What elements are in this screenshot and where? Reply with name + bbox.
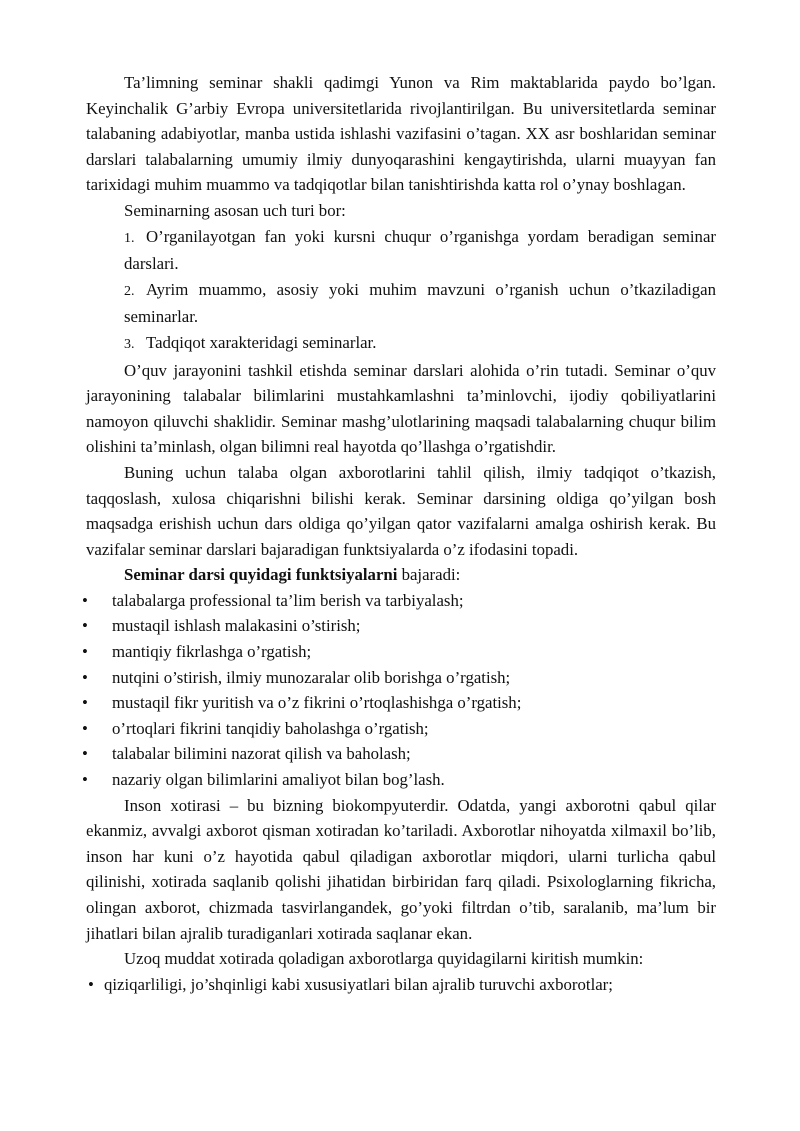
paragraph-long-term: Uzoq muddat xotirada qoladigan axborotlarga quyidagilarni kiritish mumkin: [124,949,644,969]
bullet-icon: • [82,693,88,713]
list-item-text: nazariy olgan bilimlarini amaliyot bilan bog’lash. [112,770,445,790]
list-item-text: mantiqiy fikrlashga o’rgatish; [112,642,312,662]
bullet-icon: • [82,667,88,687]
bullet-icon: • [82,642,88,662]
list-item-text: qiziqarliligi, jo’shqinligi kabi xususiyatlari bilan ajralib turuvchi axborotlar; [104,974,613,994]
paragraph-types-intro: Seminarning asosan uch turi bor: [124,200,346,220]
paragraph-memory: Inson xotirasi – bu bizning biokompyuterdir. Odatda, yangi axborotni qabul qilar ekanmiz, avvalgi axborot qisman xotiradan ko’tariladi. Axborotlar nihoyatda xilmaxil bo’lib, inson har kuni o’z hayotida qabul qiladigan axborotlar miqdori, ularni turlicha qabul qilinishi, xotirada saqlanib qolishi jihatidan birbiridan farq qiladi. Psixologlarning fikricha, olingan axborot, chizmada tasvirlangandek, go’yoki filtrdan o’tib, saralanib, ma’lum bir jihatlari bilan ajralib turadiganlari xotirada saqlanar ekan. [86,795,716,943]
bullet-icon: • [88,974,94,994]
paragraph-functions-intro [86,562,716,588]
list-item [82,639,716,665]
list-item-text: o’rtoqlari fikrini tanqidiy baholashga o’rgatish; [112,718,429,738]
bullet-icon: • [82,718,88,738]
item-text: Ayrim muammo, asosiy yoki muhim mavzuni o’rganish uchun o’tkaziladigan seminarlar. [124,279,716,327]
bullet-icon: • [82,744,88,764]
heading-rest: bajaradi: [397,565,461,585]
list-item [82,613,716,639]
numbered-list [86,224,716,358]
bold-heading: Seminar darsi quyidagi funktsiyalarni [124,565,398,585]
list-item-text: mustaqil ishlash malakasini o’stirish; [112,616,361,636]
document-page [82,70,716,997]
list-item-text: nutqini o’stirish, ilmiy munozaralar olib borishga o’rgatish; [112,667,511,687]
bullet-icon: • [82,590,88,610]
bullet-list [82,588,716,793]
numbered-item [86,330,716,358]
list-item [82,588,716,614]
list-item-text: mustaqil fikr yuritish va o’z fikrini o’rtoqlashishga o’rgatish; [112,693,522,713]
bullet-icon: • [82,616,88,636]
item-text: Tadqiqot xarakteridagi seminarlar. [146,332,377,352]
numbered-item [86,277,716,330]
numbered-item [86,224,716,277]
paragraph-history: Ta’limning seminar shakli qadimgi Yunon va Rim maktablarida paydo bo’lgan. Keyinchalik G’arbiy Evropa universitetlarida rivojlantirilgan. Bu universitetlarda seminar talabaning adabiyotlar, manba ustida ishlashi vazifasini o’tagan. XX asr boshlaridan seminar darslari talabalarning umumiy ilmiy dunyoqarashini kengaytirishda, ularni muayyan fan tarixidagi muhim muammo va tadqiqotlar bilan tanishtirishda katta rol o’ynay boshlagan. [86,73,716,195]
paragraph-role: O’quv jarayonini tashkil etishda seminar darslari alohida o’rin tutadi. Seminar o’quv jarayonining talabalar bilimlarini mustahkamlashni ta’minlovchi, ijodiy qobiliyatlarini namoyon qiluvchi shaklidir. Seminar mashg’ulotlarining maqsadi talabalarning chuqur bilim olishini ta’minlash, olgan bilimni real hayotda qo’llashga o’rgatishdir. [86,360,716,457]
list-item [82,665,716,691]
list-item-text: talabalar bilimini nazorat qilish va baholash; [112,744,411,764]
item-text: O’rganilayotgan fan yoki kursni chuqur o’rganishga yordam beradigan seminar darslari. [124,226,716,274]
item-number: 1. [124,230,135,246]
bullet-icon: • [82,770,88,790]
list-item [82,767,716,793]
list-item [82,716,716,742]
list-item-text: talabalarga professional ta’lim berish va tarbiyalash; [112,590,464,610]
list-item [82,690,716,716]
list-item [82,741,716,767]
item-number: 2. [124,283,135,299]
list-item [88,972,716,998]
item-number: 3. [124,336,135,352]
paragraph-tasks: Buning uchun talaba olgan axborotlarini tahlil qilish, ilmiy tadqiqot o’tkazish, taqqoslash, xulosa chiqarishni bilishi kerak. Seminar darsining oldiga qo’yilgan bosh maqsadga erishish uchun dars oldiga qo’yilgan qator vazifalarni amalga oshirish kerak. Bu vazifalar seminar darslari bajaradigan funktsiyalarda o’z ifodasini topadi. [86,462,716,559]
